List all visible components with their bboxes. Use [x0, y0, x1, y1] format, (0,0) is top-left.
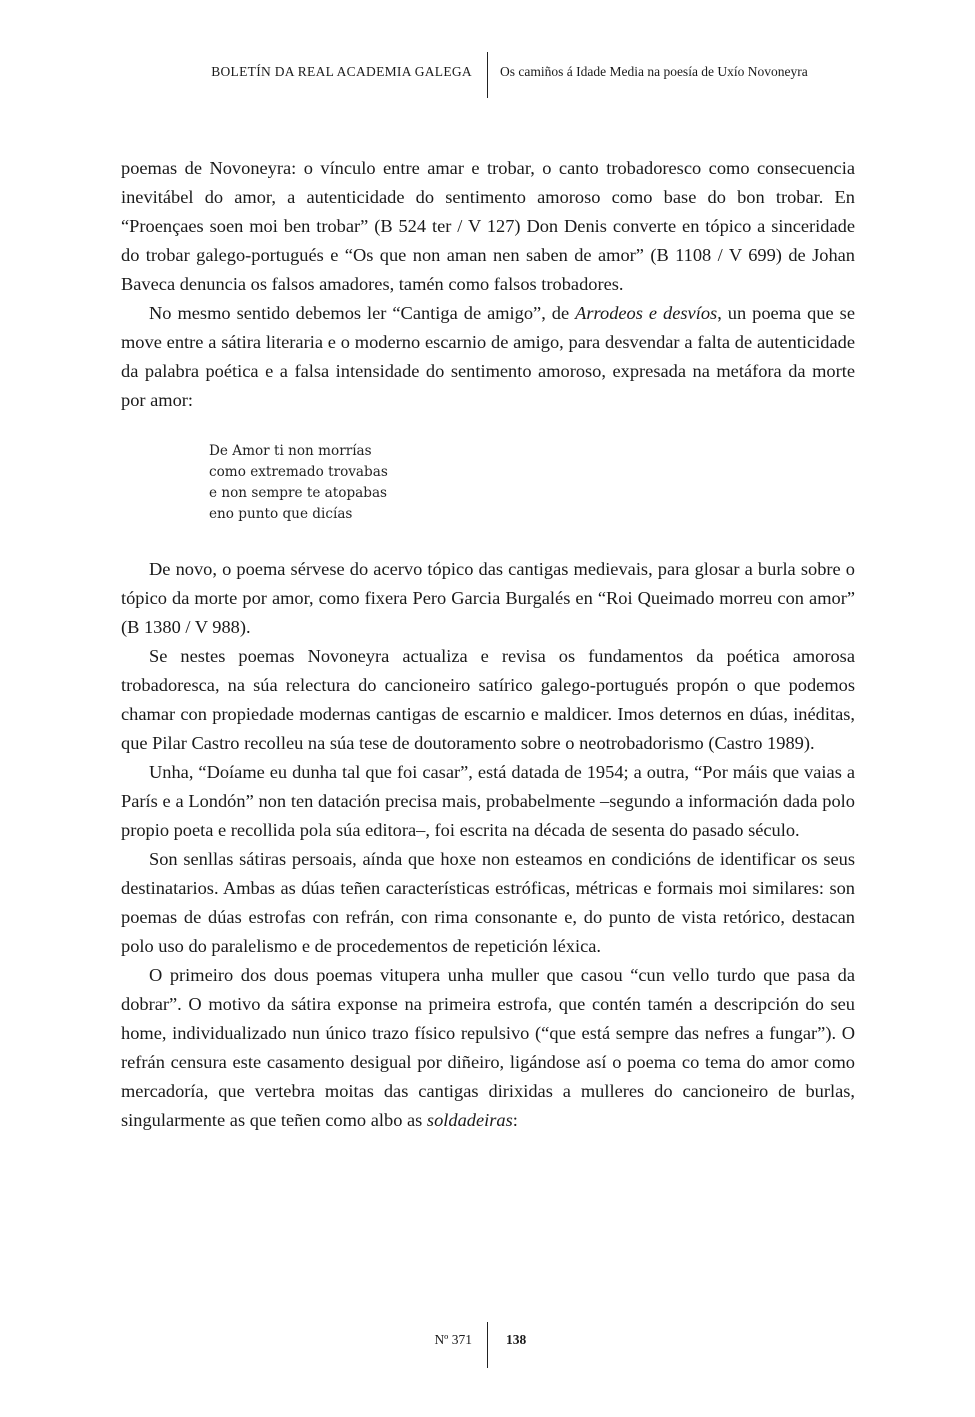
article-title: Os camiños á Idade Media na poesía de Uxío Novoneyra [500, 64, 808, 79]
paragraph-text: Son senllas sátiras persoais, aínda que hoxe non esteamos en condicións de identificar os seus destinatarios. Ambas as dúas teñen características estróficas, métricas e formais moi similares: son poemas de dúas estrofas con refrán, con rima consonante e, do punto de vista retórico, destacan polo uso do paralelismo e de procedementos de repetición léxica. [121, 849, 855, 956]
issue-number: Nº 371 [434, 1332, 472, 1347]
paragraph-text: Unha, “Doíame eu dunha tal que foi casar”, está datada de 1954; a outra, “Por máis que vaias a París e a Londón” non ten datación precisa mais, probabelmente –segundo a información dada polo propio poeta e recollida pola súa editora–, foi escrita na década de sesenta do pasado século. [121, 762, 855, 840]
paragraph-text: , un poema que se move entre a sátira literaria e o moderno escarnio de amigo, para desvendar a falta de autenticidade da palabra poética e a falsa intensidade do sentimento amoroso, expresada na metáfora da morte por amor: [121, 303, 855, 410]
page-number: 138 [506, 1332, 527, 1347]
paragraph-text: poemas de Novoneyra: o vínculo entre amar e trobar, o canto trobadoresco como consecuencia inevitábel do amor, a autenticidade do sentimento amoroso como base do bon trobar. En “Proençaes soen moi ben trobar” (B 524 ter / V 127) Don Denis converte en tópico a sinceridade do trobar galego-portugués e “Os que non aman nen saben de amor” (B 1108 / V 699) de Johan Baveca denuncia os falsos amadores, tamén como falsos trobadores. [121, 158, 855, 294]
body-paragraph [121, 961, 855, 1135]
body-paragraph [121, 642, 855, 758]
body-paragraph [121, 758, 855, 845]
poem-quotation [209, 441, 855, 525]
article-body [121, 154, 855, 1135]
paragraphs-before-poem [121, 154, 855, 415]
poem-verse: De Amor ti non morrías [209, 443, 372, 459]
header-divider [487, 52, 488, 98]
body-paragraph [121, 154, 855, 299]
body-paragraph [121, 299, 855, 415]
poem-verse: como extremado trovabas [209, 464, 388, 480]
paragraph-text: O primeiro dos dous poemas vitupera unha muller que casou “cun vello turdo que pasa da dobrar”. O motivo da sátira exponse na primeira estrofa, que contén tamén a descripción do seu home, individualizado nun único trazo físico repulsivo (“que está sempre das nefres a fungar”). O refrán censura este casamento desigual por diñeiro, ligándose así o poema co tema do amor como mercadoría, que vertebra moitas das cantigas dirixidas a mulleres do cancioneiro de burlas, singularmente as que teñen como albo as [121, 965, 855, 1130]
paragraph-text: No mesmo sentido debemos ler “Cantiga de amigo”, de [149, 303, 576, 323]
body-paragraph [121, 845, 855, 961]
paragraph-text: Se nestes poemas Novoneyra actualiza e revisa os fundamentos da poética amorosa trobadoresca, na súa relectura do cancioneiro satírico galego-portugués propón o que podemos chamar con propiedade modernas cantigas de escarnio e maldicer. Imos deternos en dúas, inéditas, que Pilar Castro recolleu na súa tese de doutoramento sobre o neotrobadorismo (Castro 1989). [121, 646, 855, 753]
poem-verse: e non sempre te atopabas [209, 485, 388, 501]
paragraph-text: De novo, o poema sérvese do acervo tópico das cantigas medievais, para glosar a burla sobre o tópico da morte por amor, como fixera Pero Garcia Burgalés en “Roi Queimado morreu con amor” (B 1380 / V 988). [121, 559, 855, 637]
poem-verse: eno punto que dicías [209, 506, 353, 522]
italic-title: soldadeiras [426, 1110, 513, 1130]
journal-title: BOLETÍN DA REAL ACADEMIA GALEGA [211, 64, 472, 79]
paragraph-text: : [512, 1110, 518, 1130]
running-header [0, 52, 975, 98]
footer-divider [487, 1322, 488, 1368]
italic-title: Arrodeos e desvíos [575, 303, 718, 323]
paragraphs-after-poem [121, 555, 855, 1135]
body-paragraph [121, 555, 855, 642]
page-footer [0, 1322, 975, 1368]
